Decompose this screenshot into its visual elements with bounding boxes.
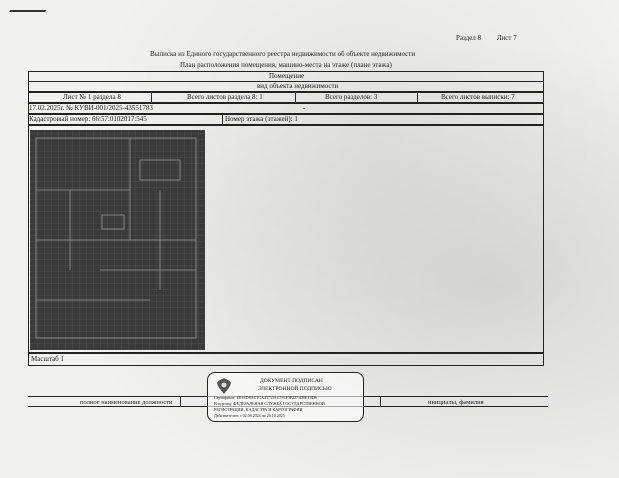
reference-row [28, 103, 544, 114]
sheet-label: Лист 7 [496, 34, 517, 42]
total-sections: Всего разделов: 3 [325, 93, 378, 101]
sheet-info-row [28, 92, 544, 103]
floor-plan-drawing [30, 130, 205, 350]
section-label: Раздел 8 [456, 34, 482, 42]
reference-number: 17.02.2025г. № КУВИ-001/2025-43551783 [29, 104, 153, 112]
document-subtitle: План расположения помещения, машино-места на этаже (плане этажа) [180, 61, 392, 69]
stamp-certificate: Сертификат: 2D1ED8AC1CA43733AC7F1F3F2271D8ET0D6 [214, 395, 317, 400]
electronic-signature-stamp [207, 372, 364, 422]
floor-plan-image [30, 130, 205, 350]
stamp-subtitle: ЭЛЕКТРОННОЙ ПОДПИСЬЮ [258, 386, 332, 392]
document-title: Выписка из Единого государственного реестра недвижимости об объекте недвижимости [150, 50, 416, 58]
stamp-validity: Действителен: с 02.08.2024 по 26.10.2025 [214, 413, 285, 418]
header-section-sheet [456, 34, 531, 42]
name-label: инициалы, фамилия [428, 399, 484, 406]
object-type-box [28, 71, 544, 92]
plan-scale: Масштаб 1 [31, 355, 64, 363]
total-sheets-section: Всего листов раздела 8: 1 [187, 93, 263, 101]
object-type: Помещение [269, 72, 305, 80]
stamp-owner-continued: РЕГИСТРАЦИИ, КАДАСТРА И КАРТОГРАФИИ [214, 407, 303, 412]
sheet-of-section: Лист № 1 раздела 8 [63, 93, 121, 101]
scan-corner-mark [6, 10, 47, 18]
cadastral-row [28, 114, 544, 125]
stamp-owner: Владелец: ФЕДЕРАЛЬНАЯ СЛУЖБА ГОСУДАРСТВЕННОЙ [214, 401, 325, 406]
total-sheets-extract: Всего листов выписки: 7 [441, 93, 515, 101]
object-type-caption: вид объекта недвижимости [257, 82, 339, 90]
reference-dash: - [303, 104, 306, 112]
cadastral-number: Кадастровый номер: 66:57:0102017:545 [29, 115, 147, 123]
scale-row [28, 353, 544, 366]
stamp-title: ДОКУМЕНТ ПОДПИСАН [260, 378, 323, 384]
coat-of-arms-icon [216, 377, 232, 395]
position-label: полное наименование должности [80, 399, 173, 406]
floor-number: Номер этажа (этажей): 1 [225, 115, 298, 123]
